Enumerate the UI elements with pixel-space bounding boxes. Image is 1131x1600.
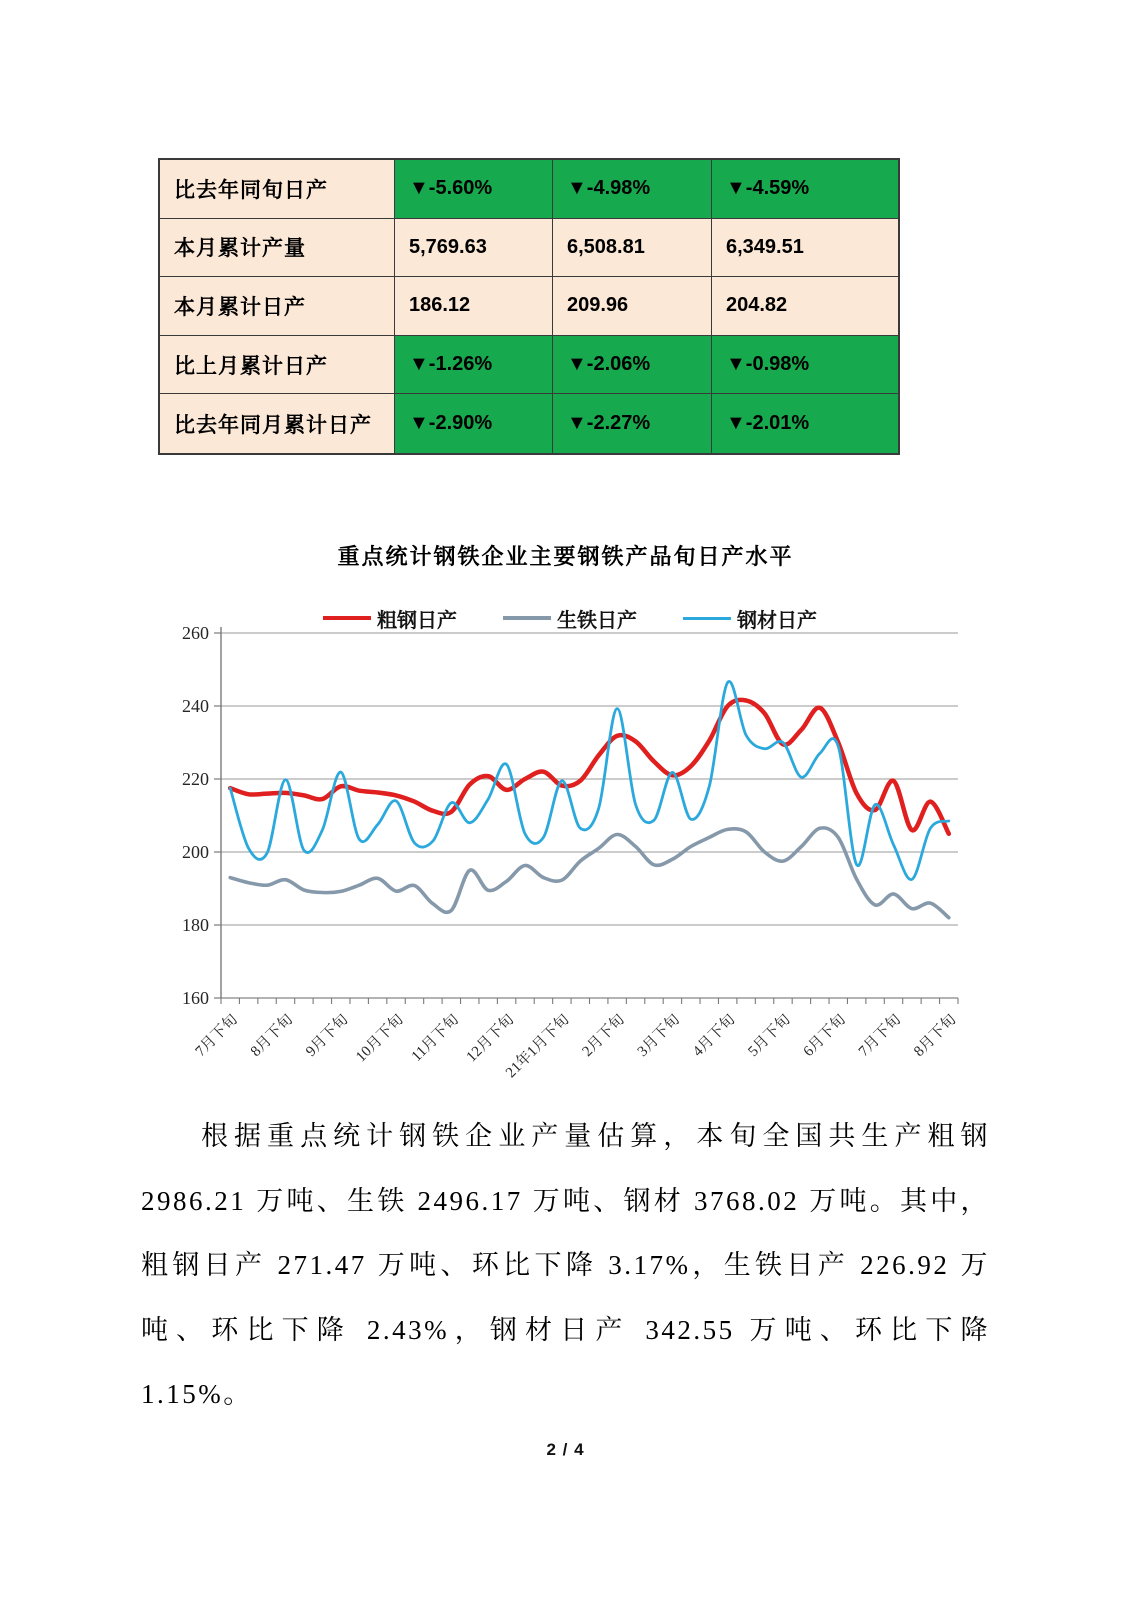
x-axis-label: 11月下旬: [408, 1011, 463, 1065]
table-cell: ▼-2.90%: [395, 394, 553, 453]
table-row-label: 比去年同旬日产: [160, 160, 395, 219]
x-axis-label: 10月下旬: [353, 1011, 407, 1066]
x-axis-label: 8月下旬: [911, 1011, 960, 1060]
table-row-label: 比去年同月累计日产: [160, 394, 395, 453]
legend-label: 钢材日产: [737, 609, 817, 632]
y-axis-label: 260: [182, 623, 209, 643]
table-cell: 204.82: [712, 277, 898, 336]
legend-label: 粗钢日产: [377, 609, 457, 632]
y-axis-label: 220: [182, 769, 209, 789]
body-paragraph: 根据重点统计钢铁企业产量估算，本旬全国共生产粗钢 2986.21 万吨、生铁 2496.17 万吨、钢材 3768.02 万吨。其中，粗钢日产 271.47 万吨、环比下降 3.17%，生铁日产 226.92 万吨、环比下降 2.43%，钢材日产 342.55 万吨、环比下降 1.15%。: [141, 1121, 990, 1409]
y-axis-label: 180: [182, 915, 209, 935]
y-axis-label: 200: [182, 842, 209, 862]
table-cell: ▼-4.98%: [553, 160, 712, 219]
table-cell: ▼-2.01%: [712, 394, 898, 453]
y-axis-label: 160: [182, 988, 209, 1008]
x-axis-label: 3月下旬: [634, 1011, 684, 1060]
table-cell: ▼-0.98%: [712, 336, 898, 395]
x-axis-label: 7月下旬: [192, 1011, 242, 1060]
x-axis-label: 4月下旬: [690, 1011, 739, 1060]
table-cell: ▼-2.27%: [553, 394, 712, 453]
x-axis-label: 12月下旬: [463, 1011, 518, 1066]
table-cell: 186.12: [395, 277, 553, 336]
table-cell: ▼-5.60%: [395, 160, 553, 219]
table-row-label: 本月累计产量: [160, 219, 395, 278]
chart-title: 重点统计钢铁企业主要钢铁产品旬日产水平: [337, 544, 794, 569]
x-axis-label: 2月下旬: [579, 1011, 628, 1060]
x-axis-label: 21年1月下旬: [503, 1011, 573, 1082]
table-cell: 6,349.51: [712, 219, 898, 278]
table-cell: ▼-2.06%: [553, 336, 712, 395]
series-line-钢材日产: [230, 681, 949, 879]
table-cell: 5,769.63: [395, 219, 553, 278]
table-row-label: 比上月累计日产: [160, 336, 395, 395]
x-axis-label: 5月下旬: [745, 1011, 794, 1060]
series-line-生铁日产: [230, 828, 949, 918]
table-cell: 6,508.81: [553, 219, 712, 278]
production-summary-table: [158, 158, 900, 455]
production-trend-line-chart: [150, 620, 990, 1100]
table-cell: 209.96: [553, 277, 712, 336]
page-number: 2 / 4: [546, 1440, 585, 1459]
table-row-label: 本月累计日产: [160, 277, 395, 336]
table-cell: ▼-1.26%: [395, 336, 553, 395]
table-cell: ▼-4.59%: [712, 160, 898, 219]
y-axis-label: 240: [182, 696, 209, 716]
x-axis-label: 6月下旬: [800, 1011, 850, 1060]
x-axis-label: 9月下旬: [303, 1011, 352, 1060]
x-axis-label: 7月下旬: [855, 1011, 905, 1060]
legend-label: 生铁日产: [557, 609, 637, 632]
x-axis-label: 8月下旬: [247, 1011, 297, 1060]
